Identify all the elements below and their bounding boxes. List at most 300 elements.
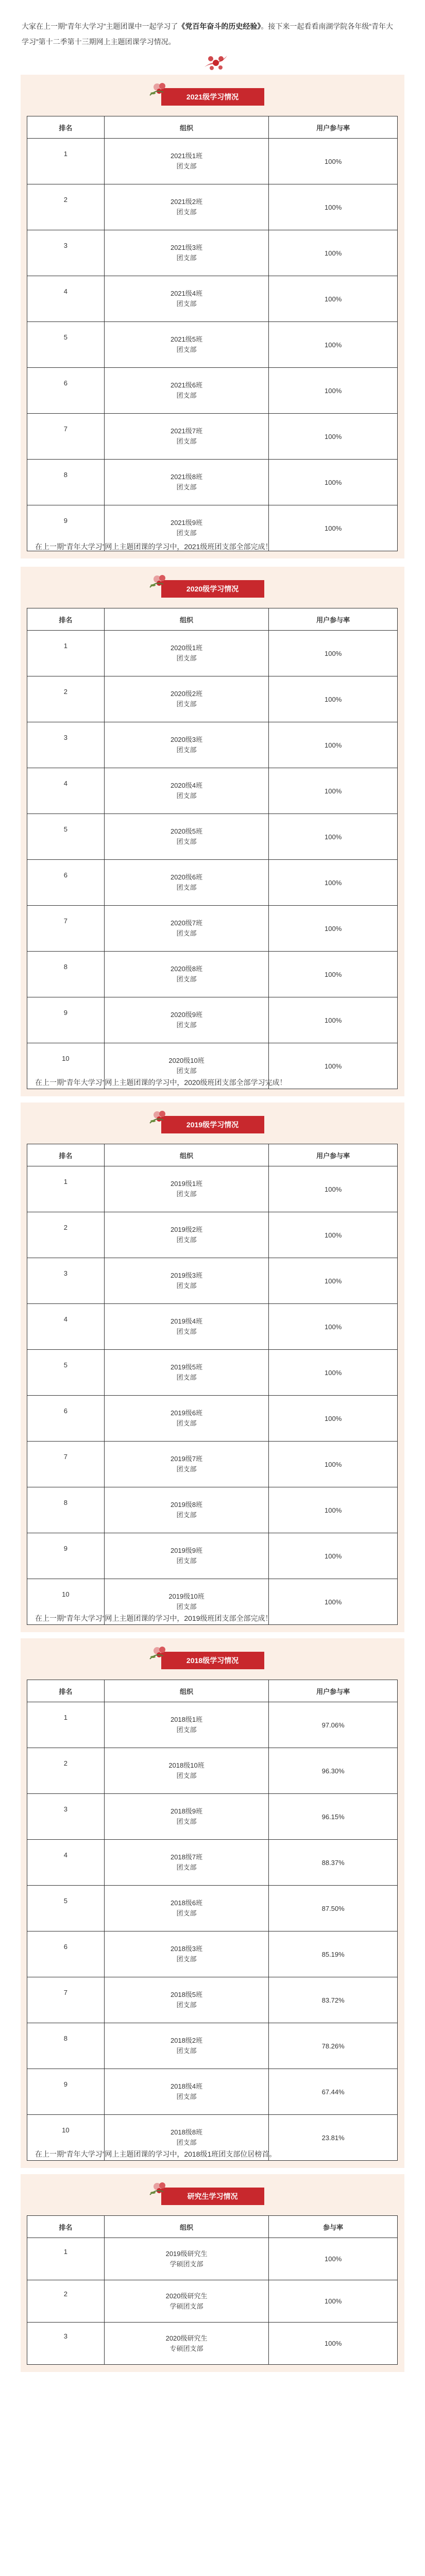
org-cell (104, 814, 269, 860)
org-type: 团支部 (176, 437, 197, 445)
rate-cell: 100% (269, 1487, 398, 1533)
ranking-table (27, 2215, 398, 2365)
rate-cell: 100% (269, 2323, 398, 2365)
org-name: 2020级9班 (170, 1011, 203, 1019)
org-cell (104, 184, 269, 230)
table-header-row (27, 1144, 398, 1166)
rank-value: 5 (63, 825, 67, 833)
table-row (27, 2323, 398, 2365)
banner-flower-icon (148, 80, 172, 97)
rate-cell: 100% (269, 906, 398, 952)
rate-cell: 23.81% (269, 2115, 398, 2161)
rank-value: 8 (63, 471, 67, 479)
org-type: 学硕团支部 (169, 2260, 203, 2268)
table-row (27, 1977, 398, 2023)
table-row (27, 722, 398, 768)
org-name: 2021级9班 (170, 519, 203, 527)
rate-cell: 100% (269, 1212, 398, 1258)
rate-cell: 100% (269, 1442, 398, 1487)
rate-cell: 100% (269, 1258, 398, 1304)
intro-text-start: 大家在上一期“青年大学习”主题团课中一起学习了 (22, 22, 178, 30)
table-row (27, 2280, 398, 2323)
rank-value: 3 (63, 1805, 67, 1813)
org-name: 2021级7班 (170, 427, 203, 435)
table-row (27, 276, 398, 322)
rank-value: 8 (63, 963, 67, 971)
rate-header: 用户参与率 (269, 1680, 398, 1702)
rate-cell: 100% (269, 230, 398, 276)
rate-cell: 100% (269, 722, 398, 768)
table-row (27, 368, 398, 414)
rate-cell: 100% (269, 1304, 398, 1350)
section-title-text: 2019级学习情况 (186, 1121, 239, 1129)
org-name: 2019级7班 (170, 1455, 203, 1463)
rate-cell: 100% (269, 414, 398, 460)
rank-cell (27, 952, 105, 997)
org-type: 团支部 (176, 2093, 197, 2100)
rank-cell (27, 2323, 105, 2365)
table-row (27, 230, 398, 276)
section-title (161, 1652, 264, 1669)
rate-header: 用户参与率 (269, 116, 398, 139)
rate-cell: 100% (269, 322, 398, 368)
org-name: 2020级2班 (170, 690, 203, 698)
rank-cell (27, 676, 105, 722)
rank-cell (27, 368, 105, 414)
org-name: 2020级3班 (170, 736, 203, 743)
rank-cell (27, 722, 105, 768)
org-type: 团支部 (176, 1236, 197, 1244)
table-header-row (27, 2216, 398, 2238)
org-cell (104, 768, 269, 814)
org-type: 团支部 (176, 1282, 197, 1290)
rank-value: 3 (63, 734, 67, 741)
rate-cell: 100% (269, 1579, 398, 1625)
rate-header: 用户参与率 (269, 608, 398, 631)
table-row (27, 1350, 398, 1396)
section-title (161, 88, 264, 106)
org-name: 2021级8班 (170, 473, 203, 481)
table-row (27, 1396, 398, 1442)
section-header (21, 567, 404, 608)
org-cell (104, 952, 269, 997)
rank-cell (27, 631, 105, 676)
section-note: 在上一期“青年大学习”网上主题团课的学习中，2018级1班团支部位居榜首。 (35, 2150, 277, 2158)
rate-cell: 100% (269, 860, 398, 906)
org-name: 2019级3班 (170, 1272, 203, 1279)
ranking-table (27, 116, 398, 551)
org-name: 2021级5班 (170, 335, 203, 343)
rank-value: 4 (63, 287, 67, 295)
org-type: 团支部 (176, 2047, 197, 2055)
org-name: 2020级1班 (170, 644, 203, 652)
org-type: 团支部 (176, 1021, 197, 1029)
org-cell (104, 860, 269, 906)
rank-value: 7 (63, 1989, 67, 1996)
flower-ornament-icon (203, 52, 228, 74)
org-cell (104, 1212, 269, 1258)
org-type: 团支部 (176, 2139, 197, 2146)
rank-cell (27, 1442, 105, 1487)
rank-cell (27, 460, 105, 505)
table-row (27, 997, 398, 1043)
org-header: 组织 (104, 2216, 269, 2238)
rate-header: 参与率 (269, 2216, 398, 2238)
section-title (161, 1116, 264, 1133)
org-name: 2019级2班 (170, 1226, 203, 1233)
org-type: 专硕团支部 (169, 2344, 203, 2352)
org-cell (104, 1350, 269, 1396)
rate-cell: 88.37% (269, 1840, 398, 1886)
rank-value: 1 (63, 1714, 67, 1721)
org-name: 2018级9班 (170, 1807, 203, 1815)
rate-cell: 100% (269, 276, 398, 322)
table-header-row (27, 116, 398, 139)
rate-cell: 97.06% (269, 1702, 398, 1748)
org-cell (104, 722, 269, 768)
org-cell (104, 676, 269, 722)
org-type: 团支部 (176, 1328, 197, 1335)
rate-cell: 96.30% (269, 1748, 398, 1794)
section-header (21, 75, 404, 116)
org-name: 2018级10班 (168, 1761, 205, 1769)
org-name: 2018级8班 (170, 2128, 203, 2136)
org-type: 团支部 (176, 1190, 197, 1198)
rate-cell: 100% (269, 2280, 398, 2323)
rank-cell (27, 2023, 105, 2069)
org-name: 2018级4班 (170, 2082, 203, 2090)
org-type: 团支部 (176, 208, 197, 216)
rank-cell (27, 1748, 105, 1794)
table-row (27, 184, 398, 230)
table-row (27, 860, 398, 906)
section-1 (21, 75, 404, 558)
rank-value: 10 (62, 1590, 70, 1598)
table-row (27, 1442, 398, 1487)
rank-header: 排名 (27, 608, 105, 631)
rank-header: 排名 (27, 1144, 105, 1166)
rate-cell: 100% (269, 368, 398, 414)
rate-cell: 100% (269, 460, 398, 505)
section-3 (21, 1103, 404, 1632)
rank-cell (27, 1931, 105, 1977)
rank-value: 2 (63, 196, 67, 204)
rank-cell (27, 1304, 105, 1350)
rank-value: 5 (63, 1361, 67, 1369)
rate-cell: 100% (269, 184, 398, 230)
rank-value: 9 (63, 1009, 67, 1016)
org-type: 团支部 (176, 1465, 197, 1473)
section-2 (21, 567, 404, 1096)
org-name: 2020级10班 (168, 1057, 205, 1064)
rank-cell (27, 1487, 105, 1533)
org-type: 团支部 (176, 746, 197, 754)
section-note: 在上一期“青年大学习”网上主题团课的学习中，2019级班团支部全部完成！ (35, 1614, 273, 1622)
section-note: 在上一期“青年大学习”网上主题团课的学习中，2021级班团支部全部完成！ (35, 543, 273, 551)
rank-cell (27, 1533, 105, 1579)
rate-cell: 100% (269, 1533, 398, 1579)
org-name: 2019级8班 (170, 1501, 203, 1509)
org-type: 团支部 (176, 1511, 197, 1519)
rate-cell: 85.19% (269, 1931, 398, 1977)
section-title (161, 580, 264, 598)
rank-value: 4 (63, 1315, 67, 1323)
org-cell (104, 1794, 269, 1840)
org-cell (104, 1702, 269, 1748)
org-name: 2019级6班 (170, 1409, 203, 1417)
rate-cell: 100% (269, 1166, 398, 1212)
org-cell (104, 414, 269, 460)
table-row (27, 2238, 398, 2280)
rank-value: 8 (63, 2035, 67, 2042)
section-note: 在上一期“青年大学习”网上主题团课的学习中，2020级班团支部全部学习完成！ (35, 1078, 287, 1087)
section-header (21, 1638, 404, 1680)
rank-cell (27, 414, 105, 460)
org-type: 团支部 (176, 1603, 197, 1611)
rank-value: 6 (63, 871, 67, 879)
table-row (27, 1886, 398, 1931)
org-name: 2020级研究生 (165, 2334, 208, 2342)
ranking-table (27, 1680, 398, 2161)
rank-header: 排名 (27, 1680, 105, 1702)
table-row (27, 1702, 398, 1748)
org-cell (104, 631, 269, 676)
org-header: 组织 (104, 608, 269, 631)
org-cell (104, 2069, 269, 2115)
org-header: 组织 (104, 1680, 269, 1702)
org-type: 团支部 (176, 254, 197, 262)
table-row (27, 2069, 398, 2115)
rate-cell: 100% (269, 1396, 398, 1442)
org-type: 团支部 (176, 346, 197, 353)
rank-cell (27, 1166, 105, 1212)
rate-cell: 100% (269, 505, 398, 551)
section-4 (21, 1638, 404, 2168)
section-5 (21, 2174, 404, 2372)
org-type: 团支部 (176, 392, 197, 399)
intro-text-end: 。接下来一起看看南湖学院各年级“青年大学习”第十二季第十三期网上主题团课学习情况。 (22, 22, 393, 46)
rank-cell (27, 1396, 105, 1442)
org-name: 2018级7班 (170, 1853, 203, 1861)
org-name: 2018级1班 (170, 1716, 203, 1723)
table-header-row (27, 1680, 398, 1702)
rank-value: 9 (63, 1545, 67, 1552)
rate-cell: 100% (269, 1350, 398, 1396)
org-type: 学硕团支部 (169, 2302, 203, 2310)
org-cell (104, 1977, 269, 2023)
rank-cell (27, 230, 105, 276)
org-name: 2020级7班 (170, 919, 203, 927)
table-row (27, 1840, 398, 1886)
rank-value: 10 (62, 2126, 70, 2134)
rank-value: 7 (63, 425, 67, 433)
org-name: 2020级研究生 (165, 2292, 208, 2300)
rank-value: 1 (63, 2247, 67, 2256)
rank-value: 3 (63, 242, 67, 249)
intro-paragraph (22, 19, 398, 49)
org-type: 团支部 (176, 1726, 197, 1734)
org-cell (104, 460, 269, 505)
org-name: 2019级10班 (168, 1592, 205, 1600)
org-type: 团支部 (176, 1772, 197, 1780)
rate-cell: 100% (269, 139, 398, 184)
table-header-row (27, 608, 398, 631)
org-name: 2021级3班 (170, 244, 203, 251)
org-cell (104, 1533, 269, 1579)
rank-value: 10 (62, 1055, 70, 1062)
rank-value: 5 (63, 1897, 67, 1905)
rank-cell (27, 860, 105, 906)
table-row (27, 1166, 398, 1212)
org-type: 团支部 (176, 1067, 197, 1075)
org-cell (104, 1258, 269, 1304)
rank-value: 1 (63, 1178, 67, 1185)
org-type: 团支部 (176, 1419, 197, 1427)
table-row (27, 1794, 398, 1840)
org-type: 团支部 (176, 700, 197, 708)
table-row (27, 1212, 398, 1258)
org-name: 2019级5班 (170, 1363, 203, 1371)
org-header: 组织 (104, 1144, 269, 1166)
table-row (27, 1533, 398, 1579)
section-header (21, 1103, 404, 1144)
rate-cell: 100% (269, 1043, 398, 1089)
rank-cell (27, 1258, 105, 1304)
table-row (27, 1304, 398, 1350)
rank-cell (27, 1977, 105, 2023)
org-type: 团支部 (176, 1955, 197, 1963)
org-name: 2019级9班 (170, 1547, 203, 1554)
org-name: 2020级4班 (170, 782, 203, 789)
org-cell (104, 1304, 269, 1350)
org-header: 组织 (104, 116, 269, 139)
org-name: 2020级8班 (170, 965, 203, 973)
rank-cell (27, 276, 105, 322)
org-cell (104, 2323, 269, 2365)
rank-cell (27, 2069, 105, 2115)
rank-value: 3 (63, 1269, 67, 1277)
org-type: 团支部 (176, 1557, 197, 1565)
rank-value: 7 (63, 1453, 67, 1461)
ranking-table (27, 608, 398, 1089)
org-cell (104, 1166, 269, 1212)
org-type: 团支部 (176, 483, 197, 491)
table-row (27, 631, 398, 676)
org-name: 2018级6班 (170, 1899, 203, 1907)
rank-value: 2 (63, 688, 67, 696)
rank-cell (27, 814, 105, 860)
section-title-text: 研究生学习情况 (187, 2192, 238, 2200)
rank-value: 2 (63, 1759, 67, 1767)
org-cell (104, 230, 269, 276)
ranking-table (27, 1144, 398, 1625)
rank-value: 6 (63, 1407, 67, 1415)
section-title (161, 2188, 264, 2205)
org-cell (104, 1931, 269, 1977)
org-type: 团支部 (176, 1374, 197, 1381)
rate-cell: 78.26% (269, 2023, 398, 2069)
section-title-text: 2018级学习情况 (186, 1656, 239, 1665)
section-title-text: 2020级学习情况 (186, 585, 239, 593)
banner-flower-icon (148, 1643, 172, 1661)
rank-value: 2 (63, 2290, 67, 2298)
rank-cell (27, 1212, 105, 1258)
section-title-text: 2021级学习情况 (186, 93, 239, 101)
rate-header: 用户参与率 (269, 1144, 398, 1166)
org-cell (104, 322, 269, 368)
rank-cell (27, 2280, 105, 2323)
rank-cell (27, 322, 105, 368)
org-cell (104, 1487, 269, 1533)
banner-flower-icon (148, 572, 172, 589)
org-type: 团支部 (176, 975, 197, 983)
rate-cell: 83.72% (269, 1977, 398, 2023)
rate-cell: 87.50% (269, 1886, 398, 1931)
org-type: 团支部 (176, 884, 197, 891)
table-row (27, 814, 398, 860)
org-type: 团支部 (176, 1863, 197, 1871)
org-cell (104, 1840, 269, 1886)
org-name: 2020级5班 (170, 827, 203, 835)
org-type: 团支部 (176, 1909, 197, 1917)
org-type: 团支部 (176, 162, 197, 170)
org-type: 团支部 (176, 529, 197, 537)
rank-value: 7 (63, 917, 67, 925)
rank-value: 4 (63, 779, 67, 787)
table-row (27, 952, 398, 997)
intro-lesson-title: 《党百年奋斗的历史经验》 (178, 22, 261, 30)
org-cell (104, 1442, 269, 1487)
table-row (27, 414, 398, 460)
table-row (27, 2023, 398, 2069)
org-type: 团支部 (176, 2001, 197, 2009)
rank-value: 5 (63, 333, 67, 341)
rank-cell (27, 997, 105, 1043)
rate-cell: 100% (269, 997, 398, 1043)
table-row (27, 1931, 398, 1977)
org-name: 2019级研究生 (165, 2249, 208, 2258)
rank-value: 9 (63, 517, 67, 524)
org-type: 团支部 (176, 792, 197, 800)
table-row (27, 1258, 398, 1304)
org-cell (104, 906, 269, 952)
rate-cell: 100% (269, 2238, 398, 2280)
rank-cell (27, 768, 105, 814)
rank-value: 8 (63, 1499, 67, 1506)
org-cell (104, 1396, 269, 1442)
org-name: 2021级6班 (170, 381, 203, 389)
rank-cell (27, 1350, 105, 1396)
rank-header: 排名 (27, 116, 105, 139)
rank-cell (27, 1886, 105, 1931)
table-row (27, 1487, 398, 1533)
banner-flower-icon (148, 2179, 172, 2197)
rank-value: 6 (63, 1943, 67, 1951)
rank-value: 1 (63, 642, 67, 650)
org-cell (104, 2280, 269, 2323)
org-cell (104, 1748, 269, 1794)
rate-cell: 100% (269, 952, 398, 997)
org-name: 2018级5班 (170, 1991, 203, 1998)
org-cell (104, 368, 269, 414)
rank-cell (27, 2238, 105, 2280)
org-type: 团支部 (176, 929, 197, 937)
rate-cell: 100% (269, 631, 398, 676)
banner-flower-icon (148, 1108, 172, 1125)
org-name: 2019级4班 (170, 1317, 203, 1325)
rank-cell (27, 184, 105, 230)
rank-value: 3 (63, 2332, 67, 2340)
